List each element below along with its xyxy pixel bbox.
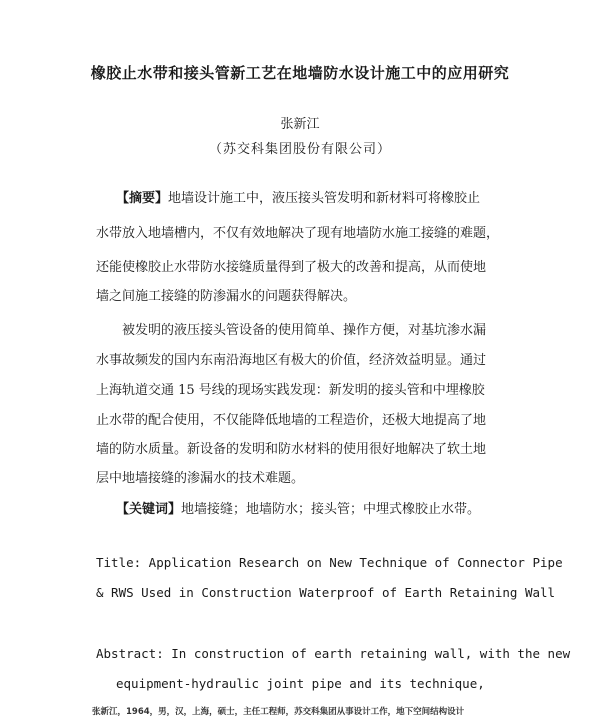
keywords-label: 【关键词】 <box>116 502 182 517</box>
english-title-line-2: & RWS Used in Construction Waterproof of Earth Retaining Wall <box>96 585 556 600</box>
keywords-line <box>116 502 480 518</box>
body-line-4: 止水带的配合使用，不仅能降低地墙的工程造价，还极大地提高了地 <box>96 413 487 428</box>
english-abstract-line-1: Abstract: In construction of earth retaining wall, with the new <box>96 646 571 661</box>
english-abstract-line-2: equipment-hydraulic joint pipe and its technique, <box>116 676 485 691</box>
abstract-line-4: 墙之间施工接缝的防渗漏水的问题获得解决。 <box>96 289 357 304</box>
abstract-line-2: 水带放入地墙槽内，不仅有效地解决了现有地墙防水施工接缝的难题， <box>96 226 500 241</box>
keywords-text: 地墙接缝；地墙防水；接头管；中埋式橡胶止水带。 <box>181 502 481 517</box>
body-line-5: 墙的防水质量。新设备的发明和防水材料的使用很好地解决了软土地 <box>96 442 487 457</box>
body-line-3: 上海轨道交通 15 号线的现场实践发现：新发明的接头管和中埋橡胶 <box>96 383 485 398</box>
abstract-line-3: 还能使橡胶止水带防水接缝质量得到了极大的改善和提高，从而使地 <box>96 260 487 275</box>
abstract-label: 【摘要】 <box>116 191 169 206</box>
author-affiliation: （苏交科集团股份有限公司） <box>208 142 391 157</box>
english-title-line-1: Title: Application Research on New Technique of Connector Pipe <box>96 555 563 570</box>
body-line-2: 水事故频发的国内东南沿海地区有极大的价值，经济效益明显。通过 <box>96 353 487 368</box>
abstract-line-1 <box>116 191 480 207</box>
paper-title: 橡胶止水带和接头管新工艺在地墙防水设计施工中的应用研究 <box>90 64 510 82</box>
body-line-1: 被发明的液压接头管设备的使用简单、操作方便，对基坑渗水漏 <box>122 323 487 338</box>
body-line-6: 层中地墙接缝的渗漏水的技术难题。 <box>96 471 305 486</box>
abstract-text: 地墙设计施工中，液压接头管发明和新材料可将橡胶止 <box>168 191 481 206</box>
author-footnote: 张新江，1964，男，汉，上海，硕士，主任工程师，苏交科集团从事设计工作，地下空间结构设计 <box>92 707 465 717</box>
author-name: 张新江 <box>280 117 320 132</box>
